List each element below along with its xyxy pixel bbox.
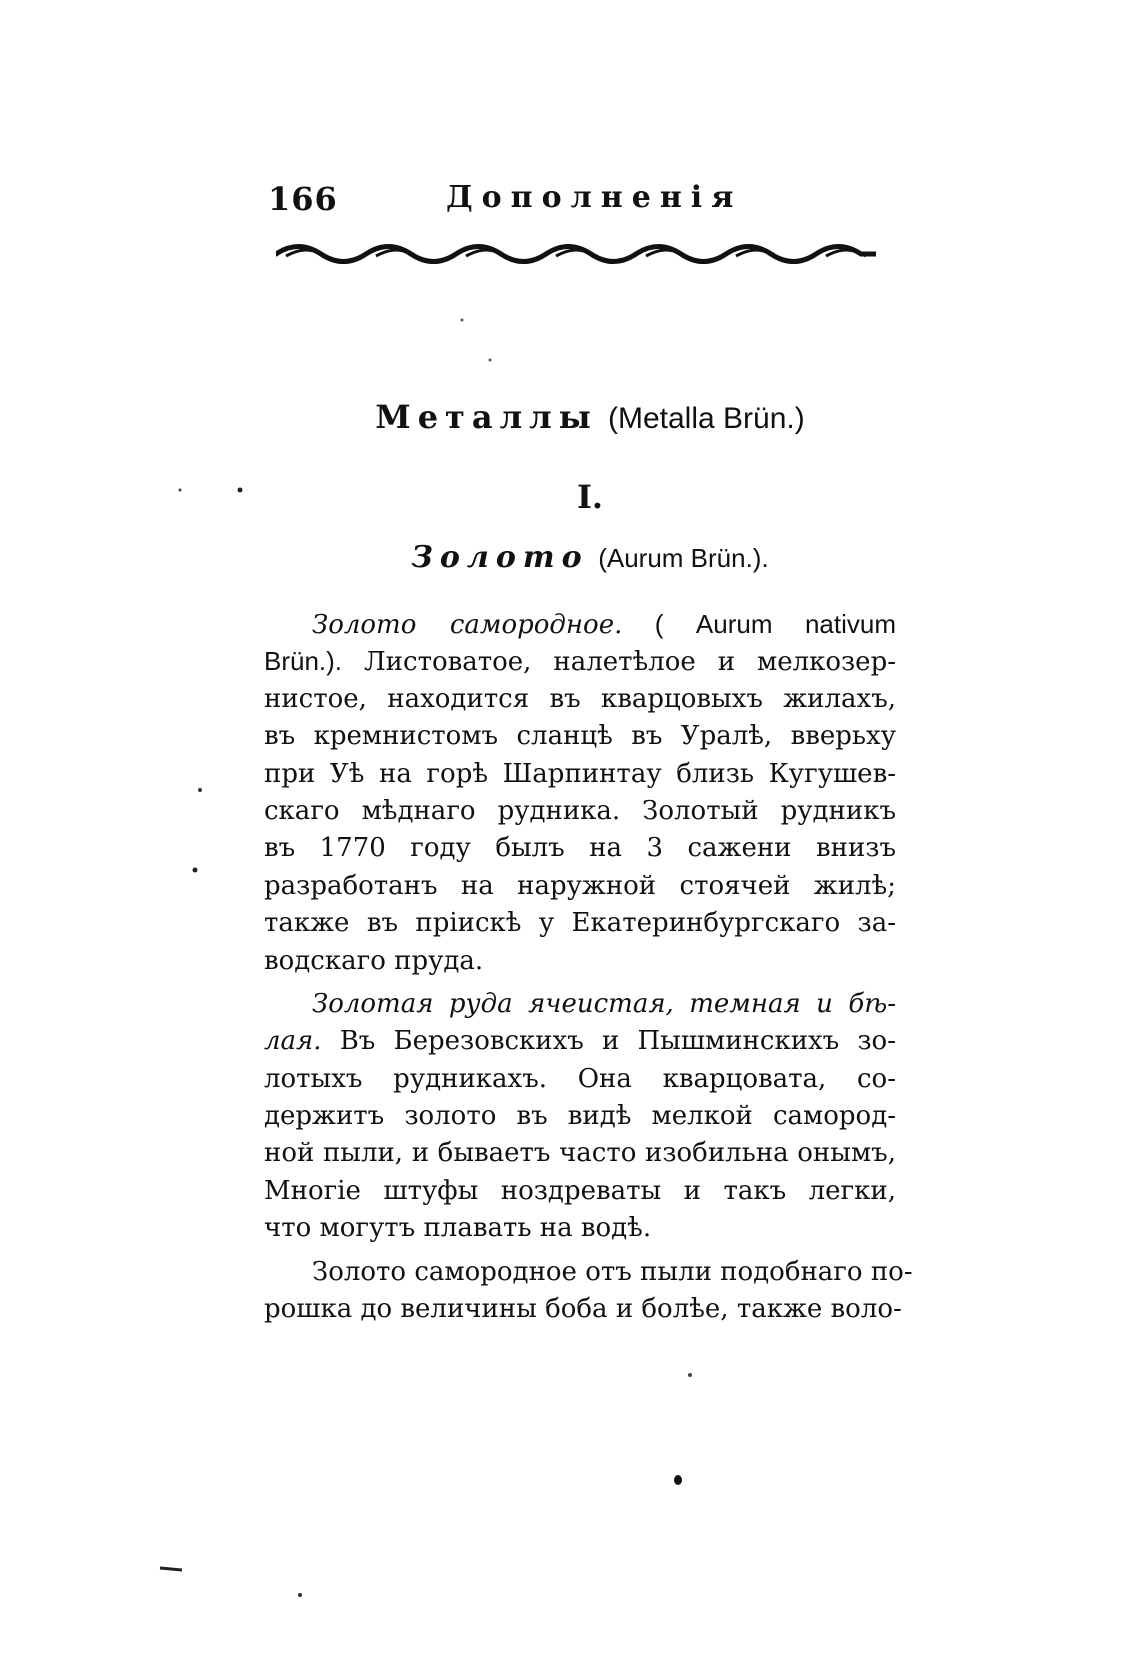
text-line: [264, 1291, 902, 1328]
running-title: Дополненія: [446, 180, 743, 215]
text-run: что могутъ плавать на водѣ.: [264, 1213, 652, 1244]
text-run: Brün.).: [264, 646, 343, 677]
text-run: нистое, находится въ кварцовыхъ жилахъ,: [264, 683, 896, 714]
text-line: [264, 868, 896, 905]
wavy-ornament-divider: [276, 242, 876, 266]
text-line: [264, 718, 896, 755]
text-line: [264, 986, 896, 1023]
text-line: [264, 643, 896, 680]
subsection-title: [260, 540, 920, 575]
text-run: ной пыли, и бываетъ часто изобильна онымъ,: [264, 1138, 896, 1169]
text-line: [264, 1254, 913, 1291]
text-run: держитъ золото въ видѣ мелкой самород-: [264, 1101, 896, 1132]
text-run: разработанъ на наружной стоячей жилѣ;: [264, 870, 896, 901]
body-text: [264, 606, 913, 1328]
section-title-ru: Металлы: [375, 398, 598, 436]
text-run: рошка до величины боба и болѣе, также воло-: [264, 1294, 902, 1325]
subsection-title-ru: Золото: [411, 540, 589, 575]
text-line: [264, 1210, 896, 1247]
text-line: [264, 1173, 896, 1210]
italic-term: Золото самородное.: [312, 610, 623, 640]
text-line: [264, 756, 896, 793]
running-head: [268, 180, 908, 220]
text-line: [264, 606, 896, 643]
text-run: Золото самородное отъ пыли подобнаго по-: [312, 1256, 913, 1287]
text-run: лотыхъ рудникахъ. Она кварцовата, со-: [264, 1063, 896, 1094]
text-run: при Уѣ на горѣ Шарпинтау близь Кугушев-: [264, 758, 896, 789]
text-run: скаго мѣднаго рудника. Золотый рудникъ: [264, 795, 896, 826]
text-line: [264, 681, 896, 718]
text-run: водскаго пруда.: [264, 945, 484, 976]
page-number: 166: [268, 180, 338, 218]
italic-term: Золотая руда ячеистая, темная и бѣ-: [312, 988, 896, 1019]
text-run: Многіе штуфы ноздреваты и такъ легки,: [264, 1175, 896, 1206]
text-line: [264, 1098, 896, 1135]
text-run: въ кремнистомъ сланцѣ въ Уралѣ, вверьху: [264, 721, 896, 752]
section-title-lat: (Metalla Brün.): [607, 402, 805, 435]
text-run: Въ Березовскихъ и Пышминскихъ зо-: [321, 1026, 896, 1057]
text-line: [264, 830, 896, 867]
section-numeral: I.: [576, 478, 604, 516]
text-run: ( Aurum nativum: [622, 609, 896, 639]
text-run: въ 1770 году былъ на 3 сажени внизъ: [264, 833, 896, 864]
text-line: [264, 1135, 896, 1172]
text-run: также въ пріискѣ у Екатеринбургскаго за-: [264, 908, 896, 939]
subsection-title-lat: (Aurum Brün.).: [598, 543, 769, 573]
italic-term: лая.: [264, 1026, 322, 1057]
text-line: [264, 1061, 896, 1098]
text-line: [264, 943, 896, 980]
text-line: [264, 1023, 896, 1060]
text-run: Листоватое, налетѣлое и мелкозер-: [342, 647, 896, 678]
text-line: [264, 793, 896, 830]
text-line: [264, 905, 896, 942]
section-title: [260, 398, 920, 436]
